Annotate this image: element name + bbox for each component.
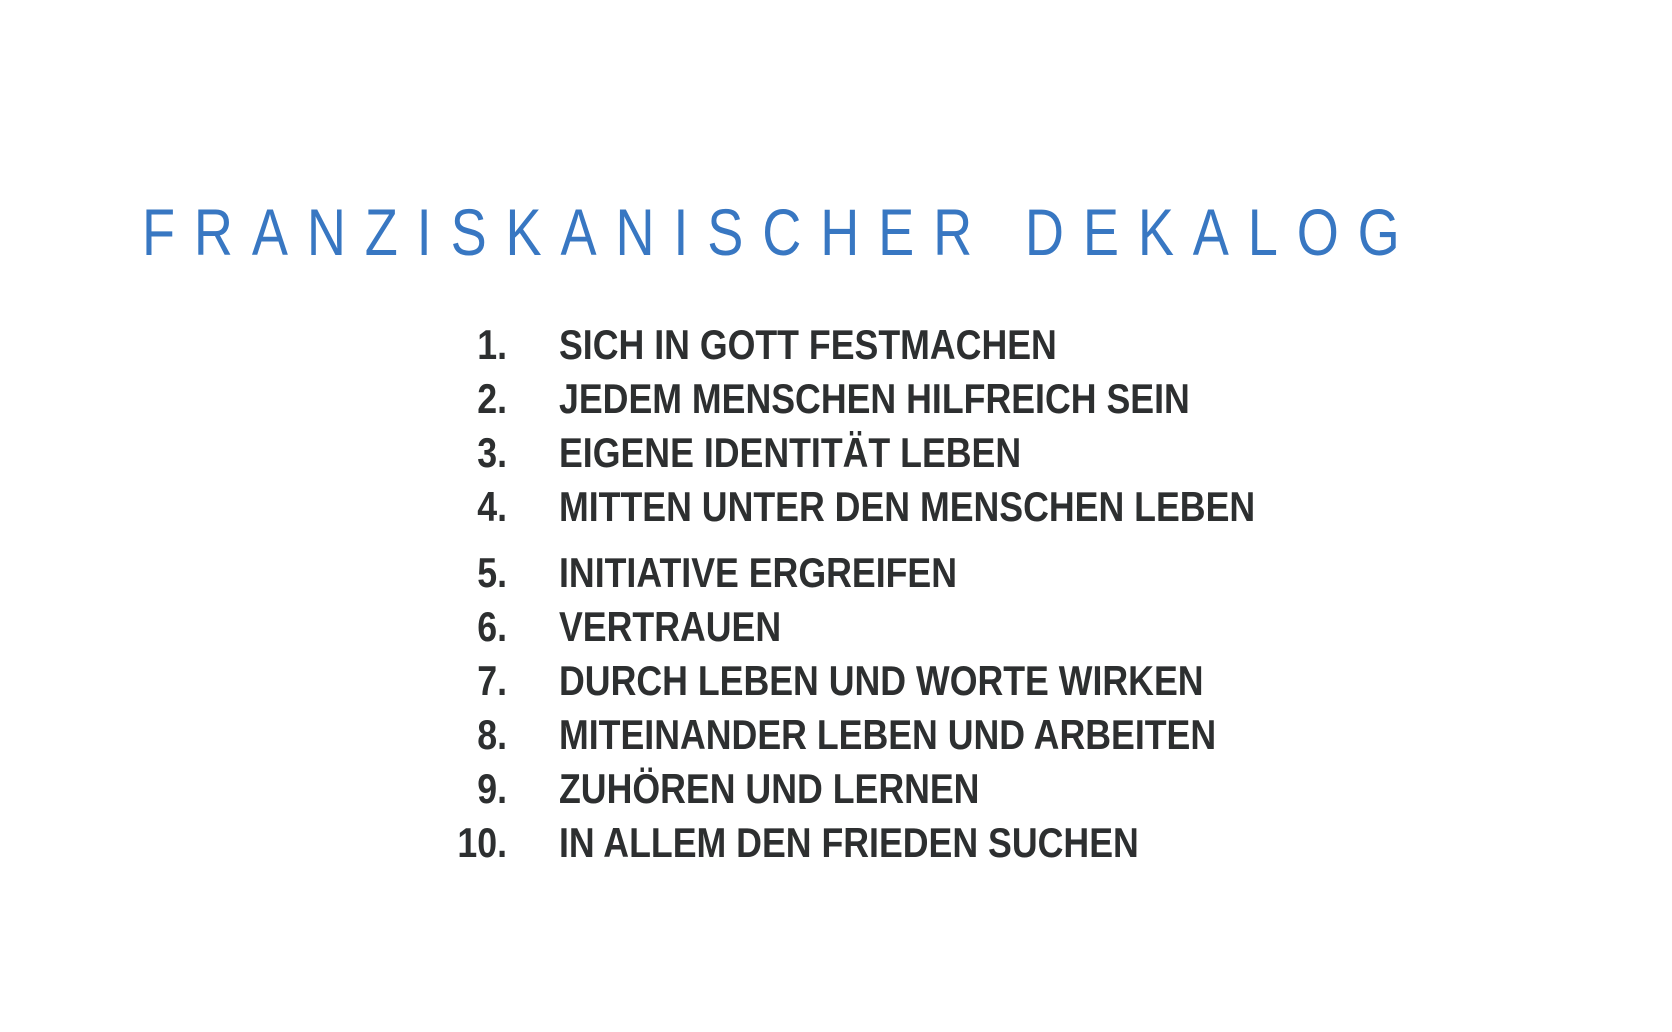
list-item-number: 2. xyxy=(477,375,507,422)
list-item-label: IN ALLEM DEN FRIEDEN SUCHEN xyxy=(559,819,1139,866)
list-item-label: MITTEN UNTER DEN MENSCHEN LEBEN xyxy=(559,483,1256,530)
list-item-label: SICH IN GOTT FESTMACHEN xyxy=(559,321,1057,368)
list-item xyxy=(445,600,1378,654)
list-item xyxy=(445,708,1378,762)
list-item-label: VERTRAUEN xyxy=(559,603,782,650)
list-item-number: 3. xyxy=(477,429,507,476)
list-item xyxy=(445,480,1378,534)
list-item xyxy=(445,816,1378,870)
list-item-number: 8. xyxy=(477,711,507,758)
list-item xyxy=(445,762,1378,816)
list-item xyxy=(445,546,1378,600)
list-item xyxy=(445,372,1378,426)
list-item-number: 10. xyxy=(457,819,507,866)
list-item xyxy=(445,318,1378,372)
list-item-number: 7. xyxy=(477,657,507,704)
list-item-number: 5. xyxy=(477,549,507,596)
list-item-label: MITEINANDER LEBEN UND ARBEITEN xyxy=(559,711,1217,758)
list-item-label: DURCH LEBEN UND WORTE WIRKEN xyxy=(559,657,1204,704)
list-item-number: 1. xyxy=(477,321,507,368)
list-item-label: JEDEM MENSCHEN HILFREICH SEIN xyxy=(559,375,1190,422)
list-item xyxy=(445,426,1378,480)
list-item-number: 6. xyxy=(477,603,507,650)
list-item-label: EIGENE IDENTITÄT LEBEN xyxy=(559,429,1022,476)
list-item-label: ZUHÖREN UND LERNEN xyxy=(559,765,980,812)
list-item xyxy=(445,654,1378,708)
page-title: FRANZISKANISCHER DEKALOG xyxy=(142,195,1419,269)
list-item-number: 9. xyxy=(477,765,507,812)
dekalog-list xyxy=(445,318,1378,870)
list-item-label: INITIATIVE ERGREIFEN xyxy=(559,549,958,596)
list-item-number: 4. xyxy=(477,483,507,530)
